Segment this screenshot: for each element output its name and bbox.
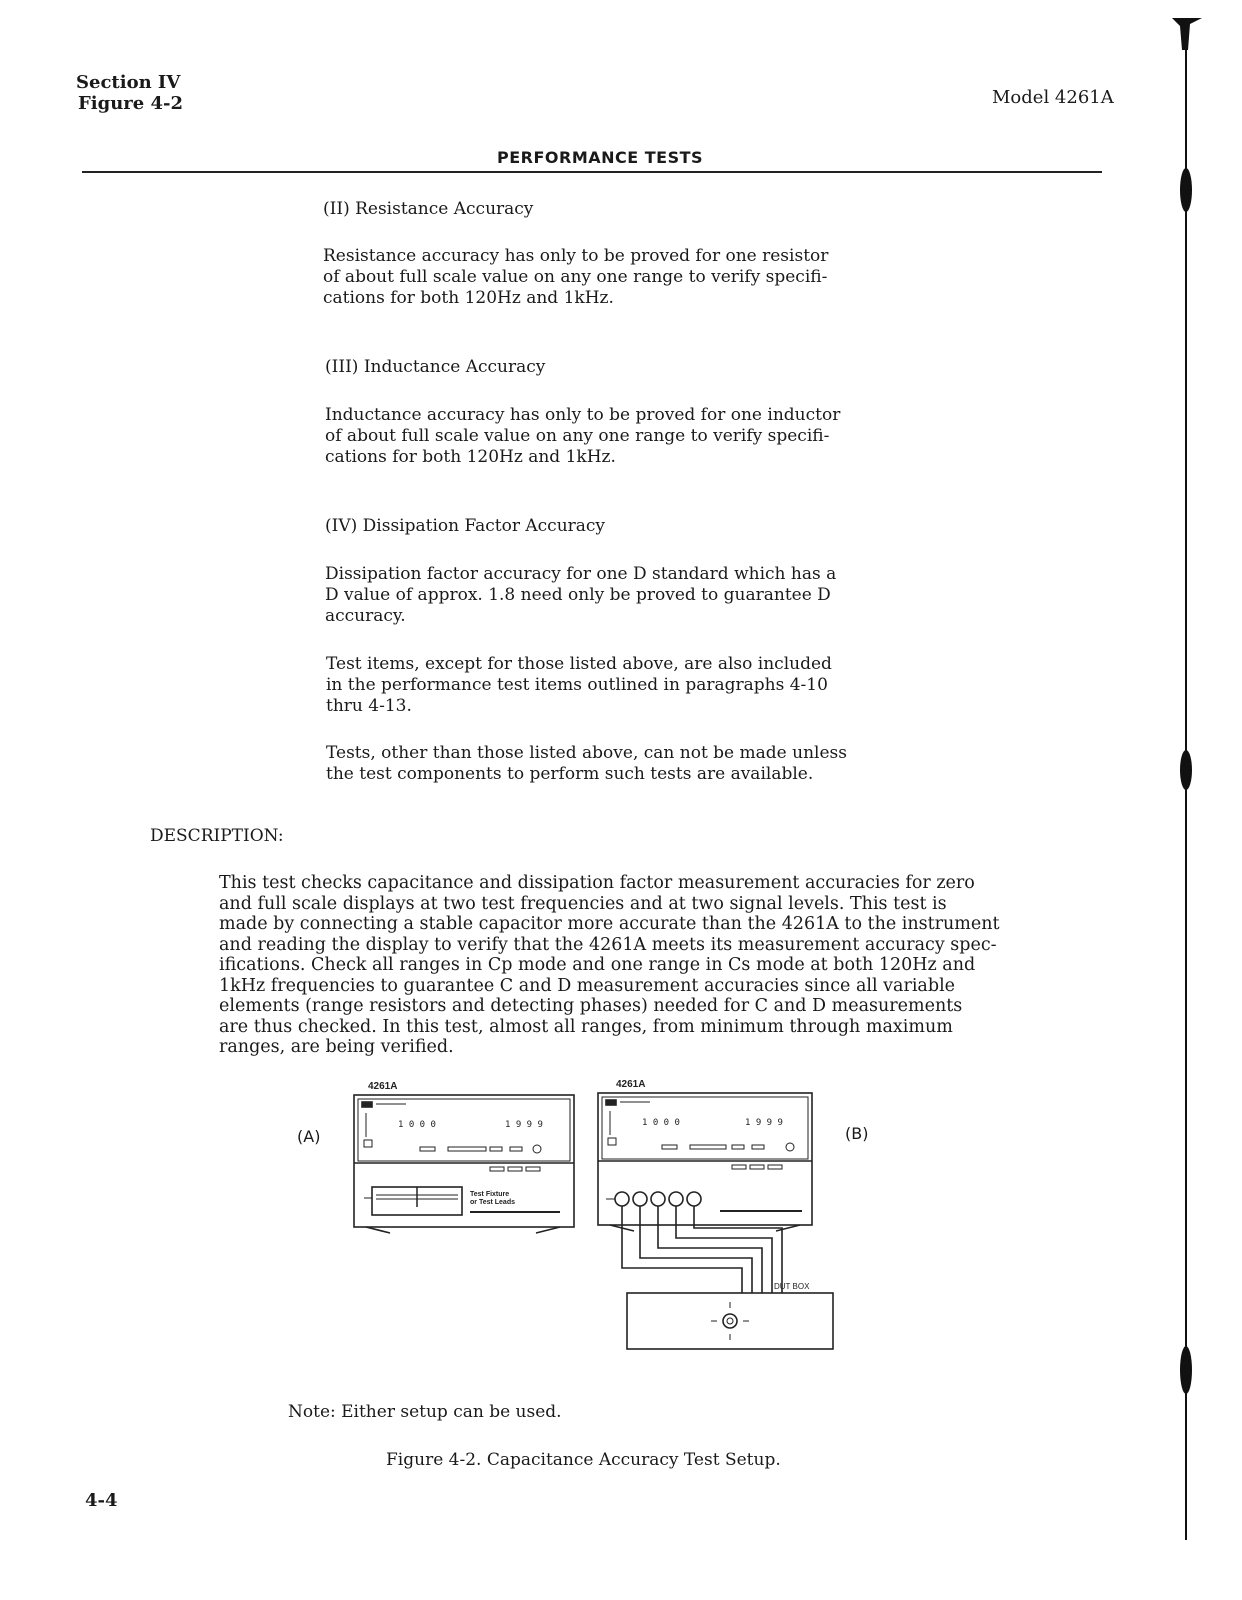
svg-text:1 0 0 0: 1 0 0 0 <box>398 1120 436 1130</box>
setup-b-label: (B) <box>845 1124 869 1143</box>
text-line: of about full scale value on any one range to verify specifi- <box>325 426 830 446</box>
instrument-b <box>598 1079 812 1293</box>
fixture-label-1: Test Fixture <box>470 1191 510 1198</box>
text-line: cations for both 120Hz and 1kHz. <box>323 288 614 308</box>
dut-box <box>627 1282 833 1349</box>
text-line: 1kHz frequencies to guarantee C and D measurement accuracies since all variable <box>219 975 956 996</box>
text-line: and reading the display to verify that the 4261A meets its measurement accuracy spec- <box>219 934 997 955</box>
text-line: made by connecting a stable capacitor more accurate than the 4261A to the instrument <box>219 914 1000 934</box>
item-heading-dissipation: (IV) Dissipation Factor Accuracy <box>325 516 606 536</box>
instrument-b-model: 4261A <box>616 1079 646 1090</box>
description-heading: DESCRIPTION: <box>150 826 284 846</box>
note-other-tests <box>326 743 847 785</box>
page-title: PERFORMANCE TESTS <box>497 148 704 167</box>
text-line: thru 4-13. <box>326 696 412 716</box>
test-setup-diagram <box>340 1075 840 1360</box>
description-text <box>219 873 1000 1058</box>
text-line: accuracy. <box>325 606 406 626</box>
item-text-inductance <box>325 405 840 468</box>
section-label: Section IV <box>76 72 181 93</box>
fixture-label-2: or Test Leads <box>470 1199 515 1206</box>
text-line: the test components to perform such tests are available. <box>326 764 814 784</box>
text-line: cations for both 120Hz and 1kHz. <box>325 447 616 467</box>
figure-note: Note: Either setup can be used. <box>288 1402 562 1422</box>
text-line: elements (range resistors and detecting phases) needed for C and D measurements <box>219 996 963 1016</box>
text-line: Tests, other than those listed above, can not be made unless <box>326 743 847 763</box>
text-line: Dissipation factor accuracy for one D standard which has a <box>325 564 837 584</box>
text-line: Inductance accuracy has only to be proved for one inductor <box>325 405 841 425</box>
text-line: and full scale displays at two test frequencies and at two signal levels. This test is <box>219 893 947 914</box>
text-line: in the performance test items outlined in paragraphs 4-10 <box>326 675 828 695</box>
text-line: This test checks capacitance and dissipation factor measurement accuracies for zero <box>219 873 975 893</box>
instrument-a-model: 4261A <box>368 1081 398 1092</box>
text-line: ifications. Check all ranges in Cp mode and one range in Cs mode at both 120Hz and <box>219 955 976 975</box>
figure-caption: Figure 4-2. Capacitance Accuracy Test Setup. <box>386 1450 781 1470</box>
text-line: Test items, except for those listed above, are also included <box>326 654 832 674</box>
svg-text:1 9 9 9: 1 9 9 9 <box>745 1118 783 1128</box>
svg-text:1 9 9 9: 1 9 9 9 <box>505 1120 543 1130</box>
header-rule <box>82 171 1102 173</box>
figure-ref-label: Figure 4-2 <box>78 93 184 114</box>
instrument-a <box>354 1081 574 1233</box>
item-text-resistance <box>323 246 828 309</box>
dut-box-label: DUT BOX <box>774 1282 810 1291</box>
item-heading-resistance: (II) Resistance Accuracy <box>323 199 534 219</box>
text-line: are thus checked. In this test, almost all ranges, from minimum through maximum <box>219 1016 953 1037</box>
page-number: 4-4 <box>85 1490 118 1511</box>
item-heading-inductance: (III) Inductance Accuracy <box>325 357 546 377</box>
text-line: of about full scale value on any one range to verify specifi- <box>323 267 828 287</box>
note-other-items <box>326 654 832 717</box>
binding-edge-decoration <box>1172 10 1202 1580</box>
item-text-dissipation <box>325 564 836 627</box>
text-line: ranges, are being verified. <box>219 1037 454 1057</box>
model-label: Model 4261A <box>992 87 1114 108</box>
text-line: D value of approx. 1.8 need only be proved to guarantee D <box>325 585 831 605</box>
svg-text:1 0 0 0: 1 0 0 0 <box>642 1118 680 1128</box>
text-line: Resistance accuracy has only to be proved for one resistor <box>323 246 829 266</box>
setup-a-label: (A) <box>297 1127 321 1146</box>
